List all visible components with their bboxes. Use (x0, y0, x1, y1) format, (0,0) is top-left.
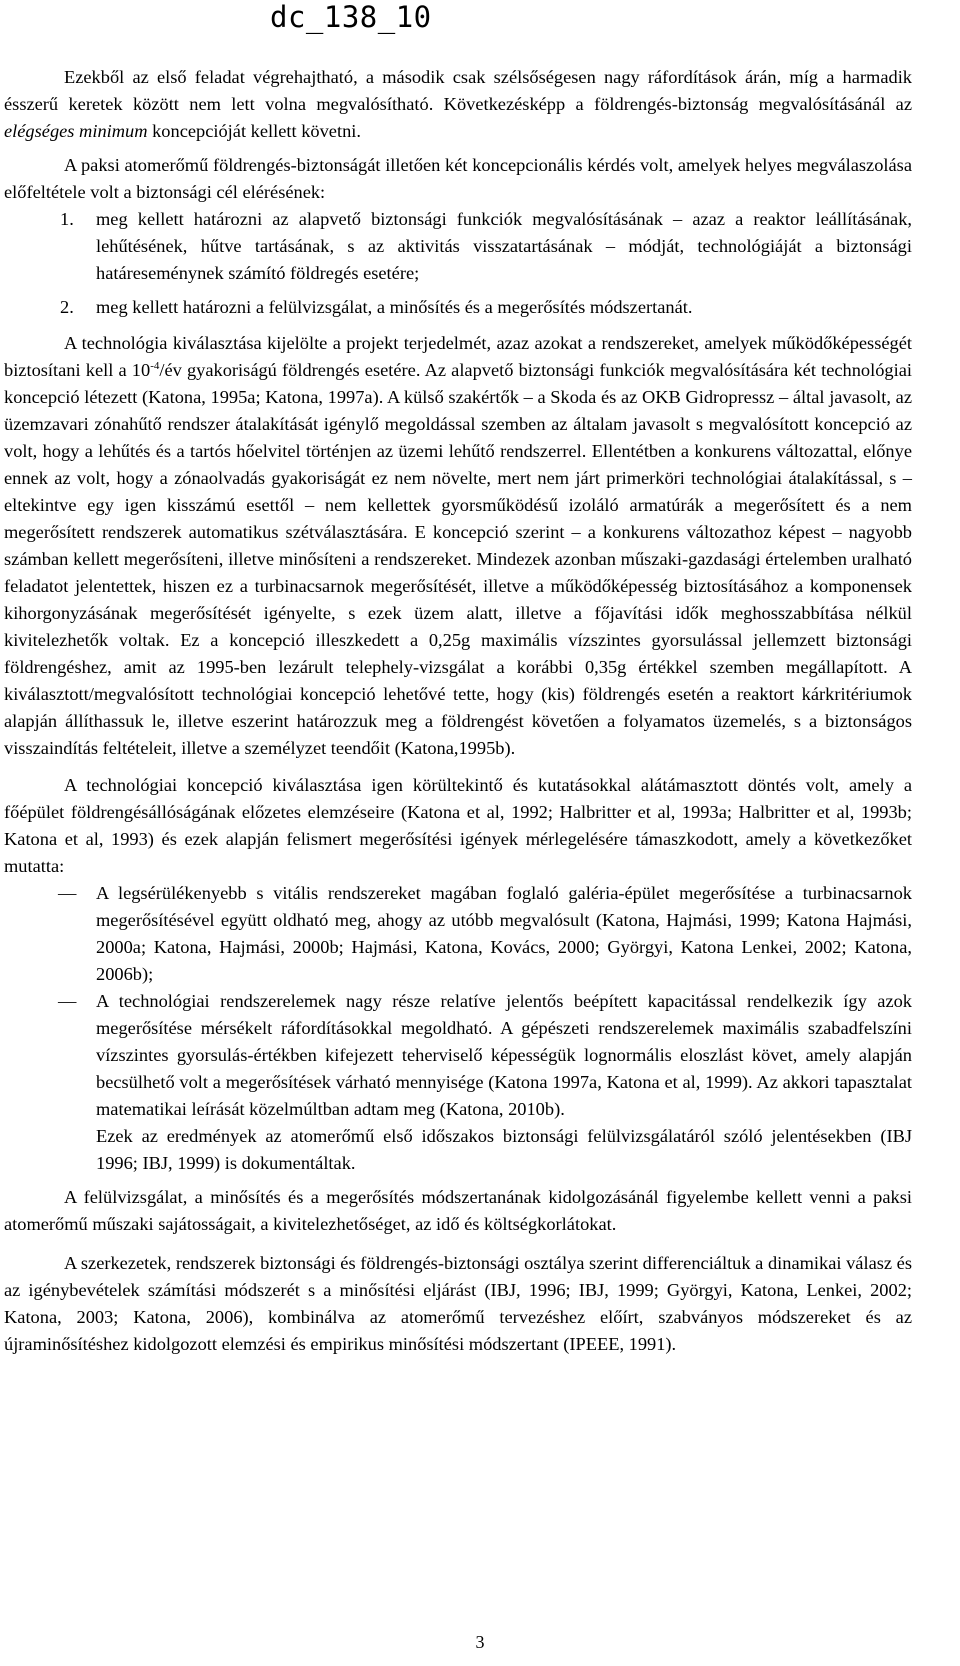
paragraph-6: A szerkezetek, rendszerek biztonsági és földrengés-biztonsági osztálya szerint differenciáltuk a dinamikai válasz és az igénybevételek számítási módszerét s a minősítési eljárást (IBJ, 1996; IBJ, 1999; Györgyi, Katona, Lenkei, 2002; Katona, 2003; Katona, 2006), kombinálva az atomerőmű tervezéshez előírt, szabványos módszereket és az újraminősítéshez kidolgozott elemzési és empirikus minősítési módszertant (IPEEE, 1991). (4, 1253, 912, 1354)
dash-item-2-continuation: Ezek az eredmények az atomerőmű első időszakos biztonsági felülvizsgálatáról szóló jelentésekben (IBJ 1996; IBJ, 1999) is dokumentáltak. (96, 1126, 912, 1173)
dash-item-2-text: A technológiai rendszerelemek nagy része relatíve jelentős beépített kapacitással rendelkezik így azok megerősítése mérsékelt ráfordításokkal megoldható. A gépészeti rendszerelemek maximális szabadfelszíni vízszintes gyorsulás-értékben kifejezett teherviselő képességük lognormális eloszlást követ, amely alapján becsülhető volt a megerősítések várható mennyisége (Katona 1997a, Katona et al, 1999). Az akkori tapasztalat matematikai leírását közelmúltban adtam meg (Katona, 2010b). (96, 991, 912, 1119)
paragraph-1 (4, 64, 912, 145)
dash-item-2 (4, 988, 912, 1123)
dash-item-1-marker: — (58, 883, 77, 903)
document-id-header: dc_138_10 (270, 0, 432, 34)
document-body (4, 64, 912, 1365)
paragraph-3-text-b: /év gyakoriságú földrengés esetére. Az alapvető biztonsági funkciók megvalósítására két technológiai koncepció létezett (Katona, 1995a; Katona, 1997a). A külső szakértők – a Skoda és az OKB Gidropressz – által javasolt, az üzemzavari zónahűtő rendszer átalakítását igénylő megoldással szemben az általam javasolt s megvalósított koncepció az volt, hogy a lehűtés és a tartós hőelvitel történjen az üzemi lehűtő rendszerrel. Ellentétben a konkurens változattal, előnye ennek az volt, hogy a zónaolvadás gyakoriságát ez nem növelte, mert nem járt primerköri technológiai átalakítással, s – eltekintve egy igen kisszámú esettől – nem kellettek gyorsműködésű izoláló armatúrák a megerősített és a nem megerősített rendszerek automatikus szétválasztására. E koncepció szerint – a konkurens változathoz képest – nagyobb számban kellett megerősíteni, illetve minősíteni a rendszereket. Mindezek azonban műszaki-gazdasági értelemben uralható feladatot jelentettek, hiszen ez a turbinacsarnok megerősítését, illetve a működőképesség biztosításához a komponensek kihorgonyzásának megerősítését igényelte, s ezek üzem alatt, illetve a főjavítási idők meghosszabbítása nélkül kivitelezhetők voltak. Ez a koncepció illeszkedett a 0,25g maximális vízszintes gyorsulással jellemzett biztonsági földrengéshez, amit az 1995-ben lezárult telephely-vizsgálat a korábbi 0,35g értékkel szemben megállapított. A kiválasztott/megvalósított technológiai koncepció lehetővé tette, hogy (kis) földrengés esetén a reaktort kárkritériumok alapján állíthassuk le, illetve eszerint határozzuk meg a földrengést követően a folyamatos üzemelés, s a biztonságos visszaindítás feltételeit, illetve a személyzet teendőit (Katona,1995b). (4, 360, 912, 758)
paragraph-3-exponent: -4 (150, 360, 160, 372)
list-item-1 (4, 206, 912, 287)
dash-item-1 (4, 880, 912, 988)
paragraph-1-text-a: Ezekből az első feladat végrehajtható, a második csak szélsőségesen nagy ráfordítások árán, míg a harmadik ésszerű keretek között nem lett volna megvalósítható. Következésképp a földrengés-biztonság megvalósításánál az (4, 67, 912, 114)
list-item-2-text: meg kellett határozni a felülvizsgálat, a minősítés és a megerősítés módszertanát. (96, 297, 693, 317)
dash-item-2-marker: — (58, 991, 77, 1011)
dash-item-1-text: A legsérülékenyebb s vitális rendszereket magában foglaló galéria-épület megerősítése a turbinacsarnok megerősítésével együtt oldható meg, ahogy az utóbb megvalósult (Katona, Hajmási, 1999; Katona Hajmási, 2000a; Katona, Hajmási, 2000b; Hajmási, Katona, Kovács, 2000; Györgyi, Katona Lenkei, 2002; Katona, 2006b); (96, 883, 912, 984)
list-item-2 (4, 294, 912, 321)
paragraph-5: A felülvizsgálat, a minősítés és a megerősítés módszertanának kidolgozásánál figyelembe kellett venni a paksi atomerőmű műszaki sajátosságait, a kivitelezhetőséget, az idő és költségkorlátokat. (4, 1187, 912, 1234)
list-item-1-number: 1. (60, 209, 74, 229)
paragraph-1-emphasis: elégséges minimum (4, 121, 148, 141)
paragraph-4: A technológiai koncepció kiválasztása igen körültekintő és kutatásokkal alátámasztott döntés volt, amely a főépület földrengésállóságának előzetes elemzéseire (Katona et al, 1992; Halbritter et al, 1993a; Halbritter et al, 1993b; Katona et al, 1993) és ezek alapján felismert megerősítési igények mérlegelésére támaszkodott, amely a következőket mutatta: (4, 775, 912, 876)
page-number: 3 (475, 1632, 485, 1652)
paragraph-3-text-a: A technológia kiválasztása kijelölte a projekt terjedelmét, azaz azokat a rendszereket, amelyek működőképességét biztosítani kell a 10 (4, 333, 912, 380)
list-item-1-text: meg kellett határozni az alapvető biztonsági funkciók megvalósításának – azaz a reaktor leállításának, lehűtésének, hűtve tartásának, s az aktivitás visszatartásának – módját, technológiáját a biztonsági határeseménynek számító földregés esetére; (96, 209, 912, 283)
paragraph-3 (4, 330, 912, 762)
list-item-2-number: 2. (60, 297, 74, 317)
paragraph-2: A paksi atomerőmű földrengés-biztonságát illetően két koncepcionális kérdés volt, amelyek helyes megválaszolása előfeltétele volt a biztonsági cél elérésének: (4, 155, 912, 202)
paragraph-1-text-b: koncepcióját kellett követni. (147, 121, 361, 141)
